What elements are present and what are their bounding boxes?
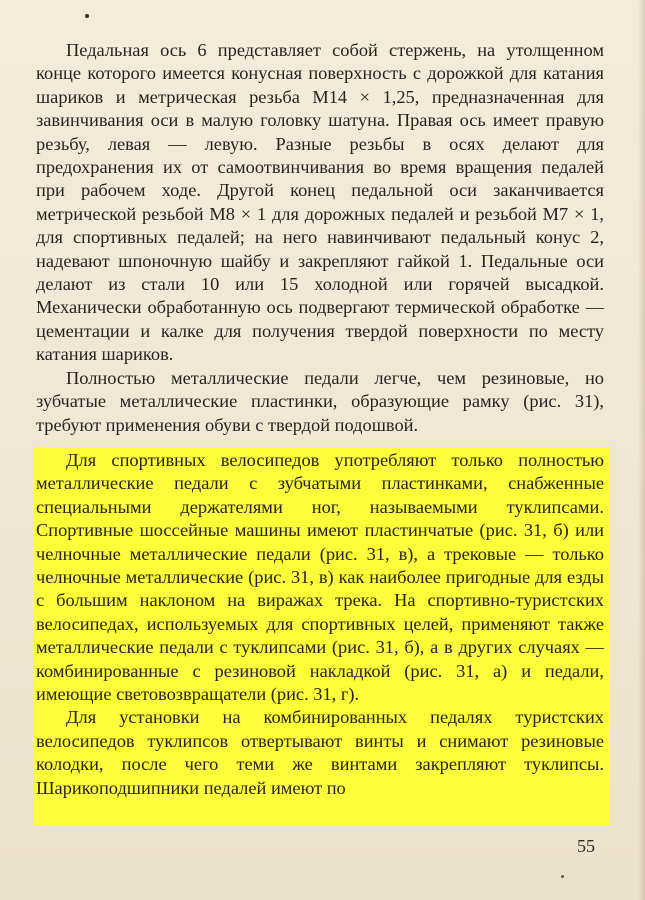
paragraph-toe-clips-install: Для установки на комбинированных педалях туристских велосипедов туклипсов отвертывают винты и снимают резиновые колодки, после чего теми же винтами закрепляют туклипсы. Шарикоподшипники педалей имеют по <box>36 707 604 798</box>
paragraph-sport-pedals: Для спортивных велосипедов употребляют только полностью металлические педали с зубчатыми пластинками, снабженные специальными держателями ног, называемыми туклипсами. Спортивные шоссейные машины имеют пластинчатые (рис. 31, б) или челночные металлические педали (рис. 31, в), а трековые — только челночные металлические (рис. 31, в) как наиболее пригодные для езды с большим наклоном на виражах трека. На спортивно-туристских велосипедах, используемых для спортивных целей, применяют также металлические педали с туклипсами (рис. 31, б), а в других случаях — комбинированные с резиновой накладкой (рис. 31, а) и педали, имеющие световозвращатели (рис. 31, г). <box>36 450 604 705</box>
paragraph-metal-pedals: Полностью металлические педали легче, чем резиновые, но зубчатые металлические пластинки, образующие рамку (рис. 31), требуют применения обуви с твердой подошвой. <box>36 367 604 435</box>
text-block-highlighted <box>36 449 604 800</box>
page-number: 55 <box>577 836 595 856</box>
text-block-top <box>36 39 604 437</box>
paragraph-pedal-axle: Педальная ось 6 представляет собой стержень, на утолщенном конце которого имеется конусная поверхность с дорожкой для катания шариков и метрическая резьба М14 × 1,25, предназначенная для завинчивания оси в малую головку шатуна. Правая ось имеет правую резьбу, левая — левую. Разные резьбы в осях делают для предохранения их от самоотвинчивания во время вращения педалей при рабочем ходе. Другой конец педальной оси заканчивается метрической резьбой М8 × 1 для дорожных педалей и резьбой М7 × 1, для спортивных педалей; на него навинчивают педальный конус 2, надевают шпоночную шайбу и закрепляют гайкой 1. Педальные оси делают из стали 10 или 15 холодной или горячей высадкой. Механически обработанную ось подвергают термической обработке — цементации и калке для получения твердой поверхности по месту катания шариков. <box>36 40 604 365</box>
page-edge-shadow <box>638 0 645 900</box>
ink-speck <box>561 875 564 878</box>
ink-speck <box>85 14 89 18</box>
